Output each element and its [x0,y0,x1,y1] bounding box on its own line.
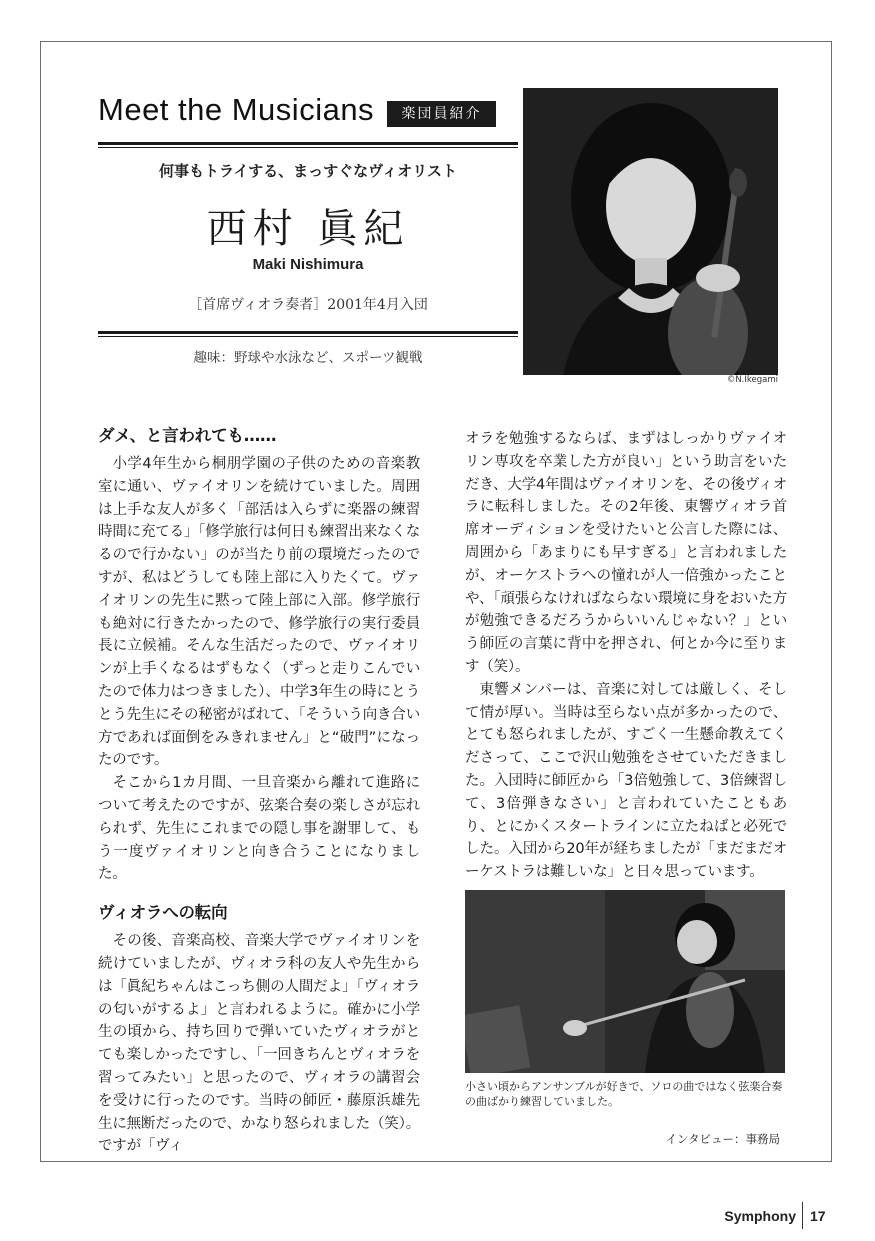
article-heading-2: ヴィオラへの転向 [98,903,228,923]
musician-hobby: 趣味：野球や水泳など、スポーツ観戦 [193,350,423,366]
footer-page-number: 17 [810,1208,826,1224]
header-rule-top-thin [98,147,518,148]
article-paragraph-1: 小学4年生から桐朋学園の子供のための音楽教室に通い、ヴァイオリンを続けていました。周囲は上手な友人が多く「部活は入らずに楽器の練習時間に充てる」「修学旅行は何日も練習出来なくなるので行かない」のが当たり前の環境だったのですが、私はどうしても陸上部に入りたくて。ヴァイオリンの先生に黙って陸上部に入部。修学旅行も絶対に行きたかったので、修学旅行の実行委員長に立候補。そんな生活だったので、ヴァイオリンが上手くなるはずもなく（ずっと走りこんでいたので体力はつきました）、中学3年生の時にとうとう先生にその秘密がばれて、「そういう向き合い方であれば面倒をみきれません」と“破門”になったのです。 [98,456,420,769]
photo-caption: 小さい頃からアンサンブルが好きで、ソロの曲ではなく弦楽合奏の曲ばかり練習していました。 [465,1080,783,1108]
section-badge: 楽団員紹介 [387,101,496,127]
footer-separator [802,1202,803,1229]
musician-name-jp: 西村 眞紀 [206,206,410,252]
profile-tagline: 何事もトライする、まっすぐなヴィオリスト [159,162,457,180]
article-paragraph-3-continued: オラを勉強するならば、まずはしっかりヴァイオリン専攻を卒業した方が良い」という助言をいただき、大学4年間はヴァイオリンを、その後ヴィオラに転科しました。その2年後、東響ヴィオラ首席オーディションを受けたいと公言した際には、周囲から「あまりにも早すぎる」と言われましたが、オーケストラへの憧れが人一倍強かったことや、「頑張らなければならない環境に身をおいた方が勉強できるだろうからいいんじゃない？」という師匠の言葉に背中を押され、何とか今に至ります（笑）。 [465,431,787,675]
profile-rule-bottom-thin [98,336,518,337]
portrait-photo [523,88,778,375]
portrait-illustration [523,88,778,375]
article-heading-1: ダメ、と言われても…… [98,426,277,445]
article-column-left [98,423,420,1158]
photo-credit: ©N.Ikegami [726,375,778,385]
interviewer-credit: インタビュー：事務局 [665,1132,780,1146]
footer-magazine-name: Symphony [724,1208,796,1224]
article-paragraph-4: 東響メンバーは、音楽に対しては厳しく、そして情が厚い。当時は至らない点が多かったので、とても怒られましたが、すごく一生懸命教えてくださって、ここで沢山勉強をさせていただきました。入団時に師匠から「3倍勉強して、3倍練習して、3倍弾きなさい」と言われていたこともあり、とにかくスタートラインに立たねばと必死でした。入団から20年が経ちましたが「まだまだオーケストラは難しいな」と日々思っています。 [465,681,787,881]
section-title: Meet the Musicians [98,92,375,127]
profile-rule-bottom [98,331,518,334]
musician-name-en: Maki Nishimura [252,256,364,273]
musician-position: ［首席ヴィオラ奏者］2001年4月入団 [188,297,428,313]
article-paragraph-2: そこから1カ月間、一旦音楽から離れて進路について考えたのですが、弦楽合奏の楽しさが忘れられず、先生にこれまでの隠し事を謝罪して、もう一度ヴァイオリンと向き合うことになりました。 [98,775,420,883]
article-column-right [465,428,787,884]
header-rule-top [98,142,518,145]
childhood-photo [465,890,785,1073]
childhood-illustration [465,890,785,1073]
article-paragraph-3: その後、音楽高校、音楽大学でヴァイオリンを続けていましたが、ヴィオラ科の友人や先生からは「眞紀ちゃんはこっち側の人間だよ」「ヴィオラの匂いがするよ」と言われるように。確かに小学生の頃から、持ち回りで弾いていたヴィオラがとても楽しかったですし、「一回きちんとヴィオラを習ってみたい」と思ったので、ヴィオラの講習会を受けに行ったのです。当時の師匠・藤原浜雄先生に無断だったので、かなり怒られました（笑）。ですが「ヴィ [98,933,420,1155]
